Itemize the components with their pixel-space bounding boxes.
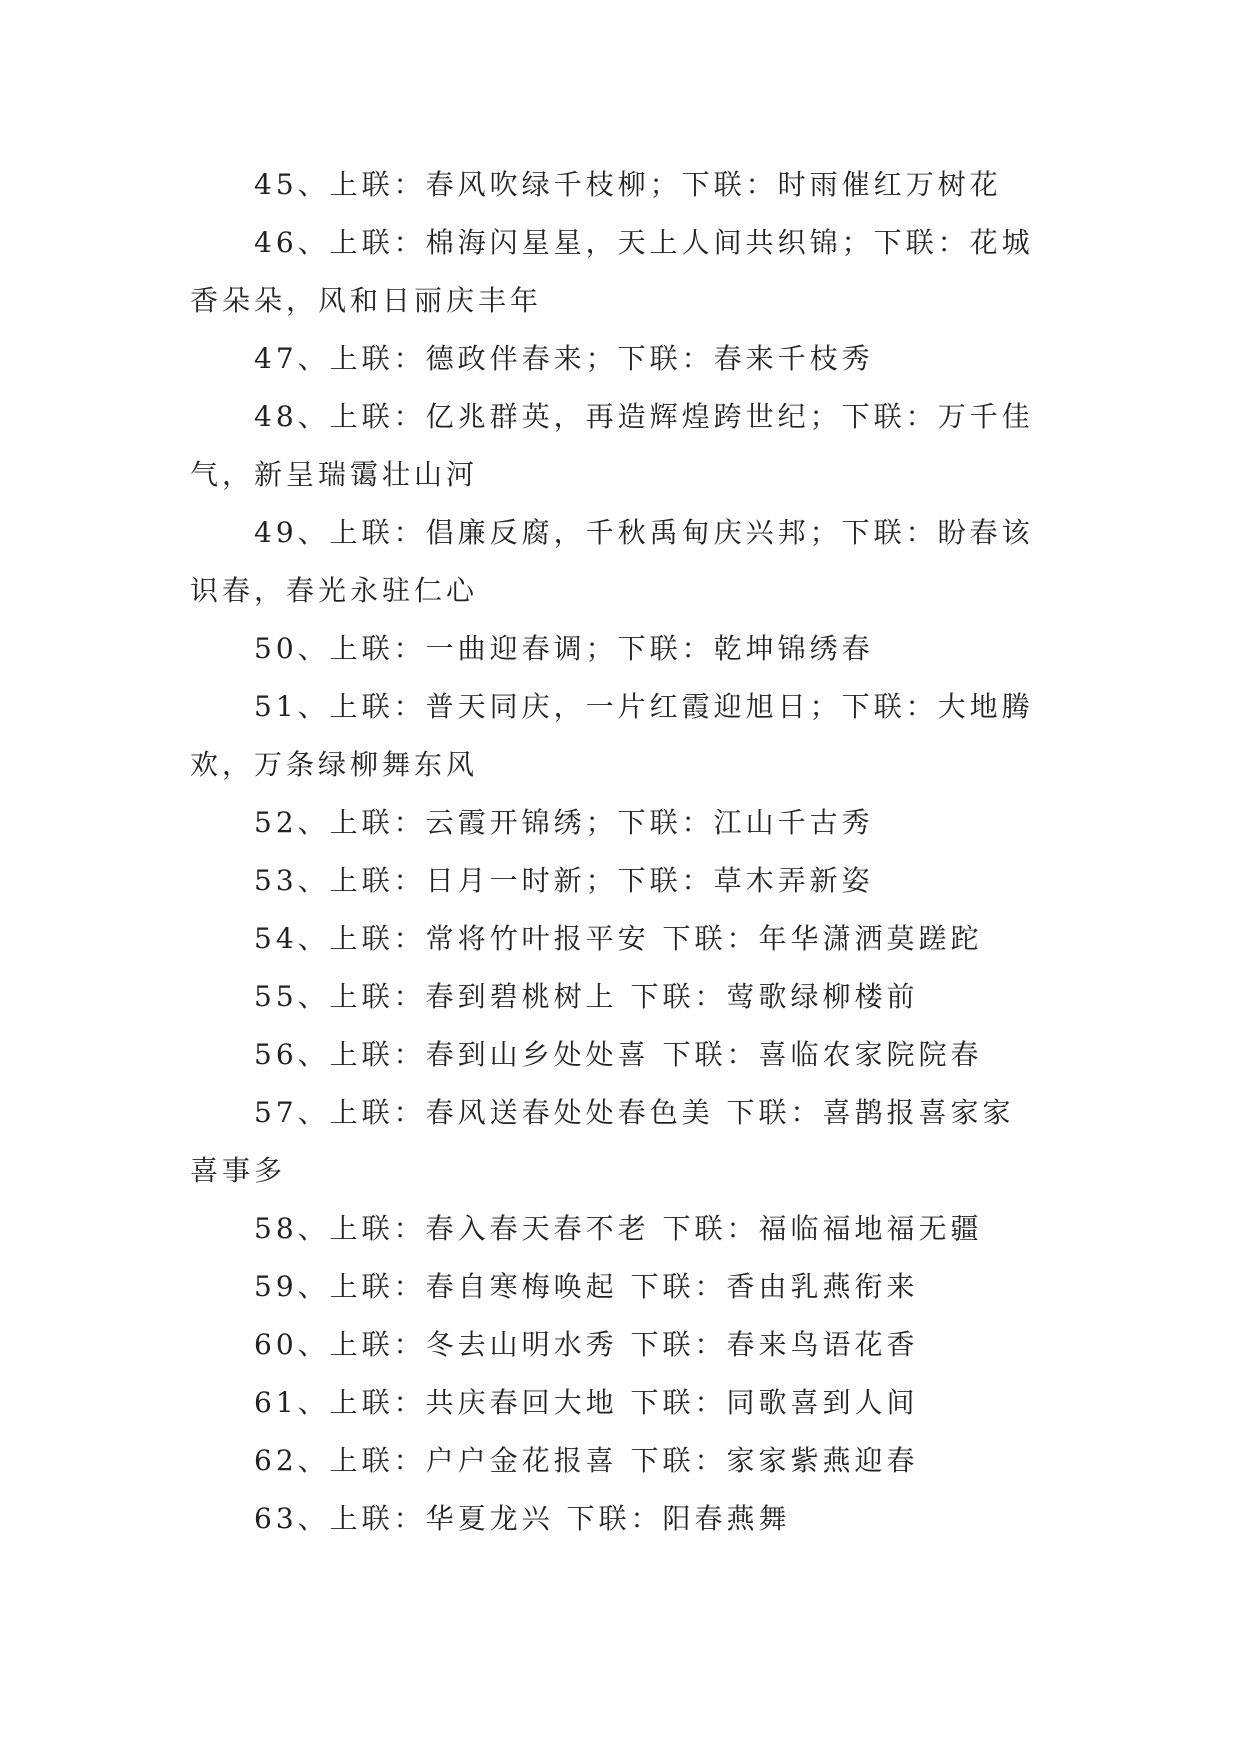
couplet-entry-55: 55、上联：春到碧桃树上 下联：莺歌绿柳楼前 xyxy=(254,980,919,1013)
couplet-entry-61: 61、上联：共庆春回大地 下联：同歌喜到人间 xyxy=(254,1386,919,1419)
couplet-list xyxy=(190,156,1045,1548)
couplet-entry-60: 60、上联：冬去山明水秀 下联：春来鸟语花香 xyxy=(254,1328,919,1361)
couplet-entry-49: 49、上联：倡廉反腐，千秋禹甸庆兴邦；下联：盼春该识春，春光永驻仁心 xyxy=(190,516,1034,607)
couplet-entry-51: 51、上联：普天同庆，一片红霞迎旭日；下联：大地腾欢，万条绿柳舞东风 xyxy=(190,690,1034,781)
couplet-entry-63: 63、上联：华夏龙兴 下联：阳春燕舞 xyxy=(254,1502,791,1535)
couplet-entry-46: 46、上联：棉海闪星星，天上人间共织锦；下联：花城香朵朵，风和日丽庆丰年 xyxy=(190,226,1034,317)
couplet-entry-47: 47、上联：德政伴春来；下联：春来千枝秀 xyxy=(254,342,874,375)
couplet-entry-45: 45、上联：春风吹绿千枝柳；下联：时雨催红万树花 xyxy=(254,168,1002,201)
couplet-entry-53: 53、上联：日月一时新；下联：草木弄新姿 xyxy=(254,864,874,897)
couplet-entry-48: 48、上联：亿兆群英，再造辉煌跨世纪；下联：万千佳气，新呈瑞霭壮山河 xyxy=(190,400,1034,491)
couplet-entry-62: 62、上联：户户金花报喜 下联：家家紫燕迎春 xyxy=(254,1444,919,1477)
couplet-entry-54: 54、上联：常将竹叶报平安 下联：年华潇洒莫蹉跎 xyxy=(254,922,983,955)
couplet-entry-58: 58、上联：春入春天春不老 下联：福临福地福无疆 xyxy=(254,1212,983,1245)
couplet-entry-59: 59、上联：春自寒梅唤起 下联：香由乳燕衔来 xyxy=(254,1270,919,1303)
couplet-entry-52: 52、上联：云霞开锦绣；下联：江山千古秀 xyxy=(254,806,874,839)
couplet-entry-57: 57、上联：春风送春处处春色美 下联：喜鹊报喜家家喜事多 xyxy=(190,1096,1015,1187)
couplet-entry-56: 56、上联：春到山乡处处喜 下联：喜临农家院院春 xyxy=(254,1038,983,1071)
couplet-entry-50: 50、上联：一曲迎春调；下联：乾坤锦绣春 xyxy=(254,632,874,665)
